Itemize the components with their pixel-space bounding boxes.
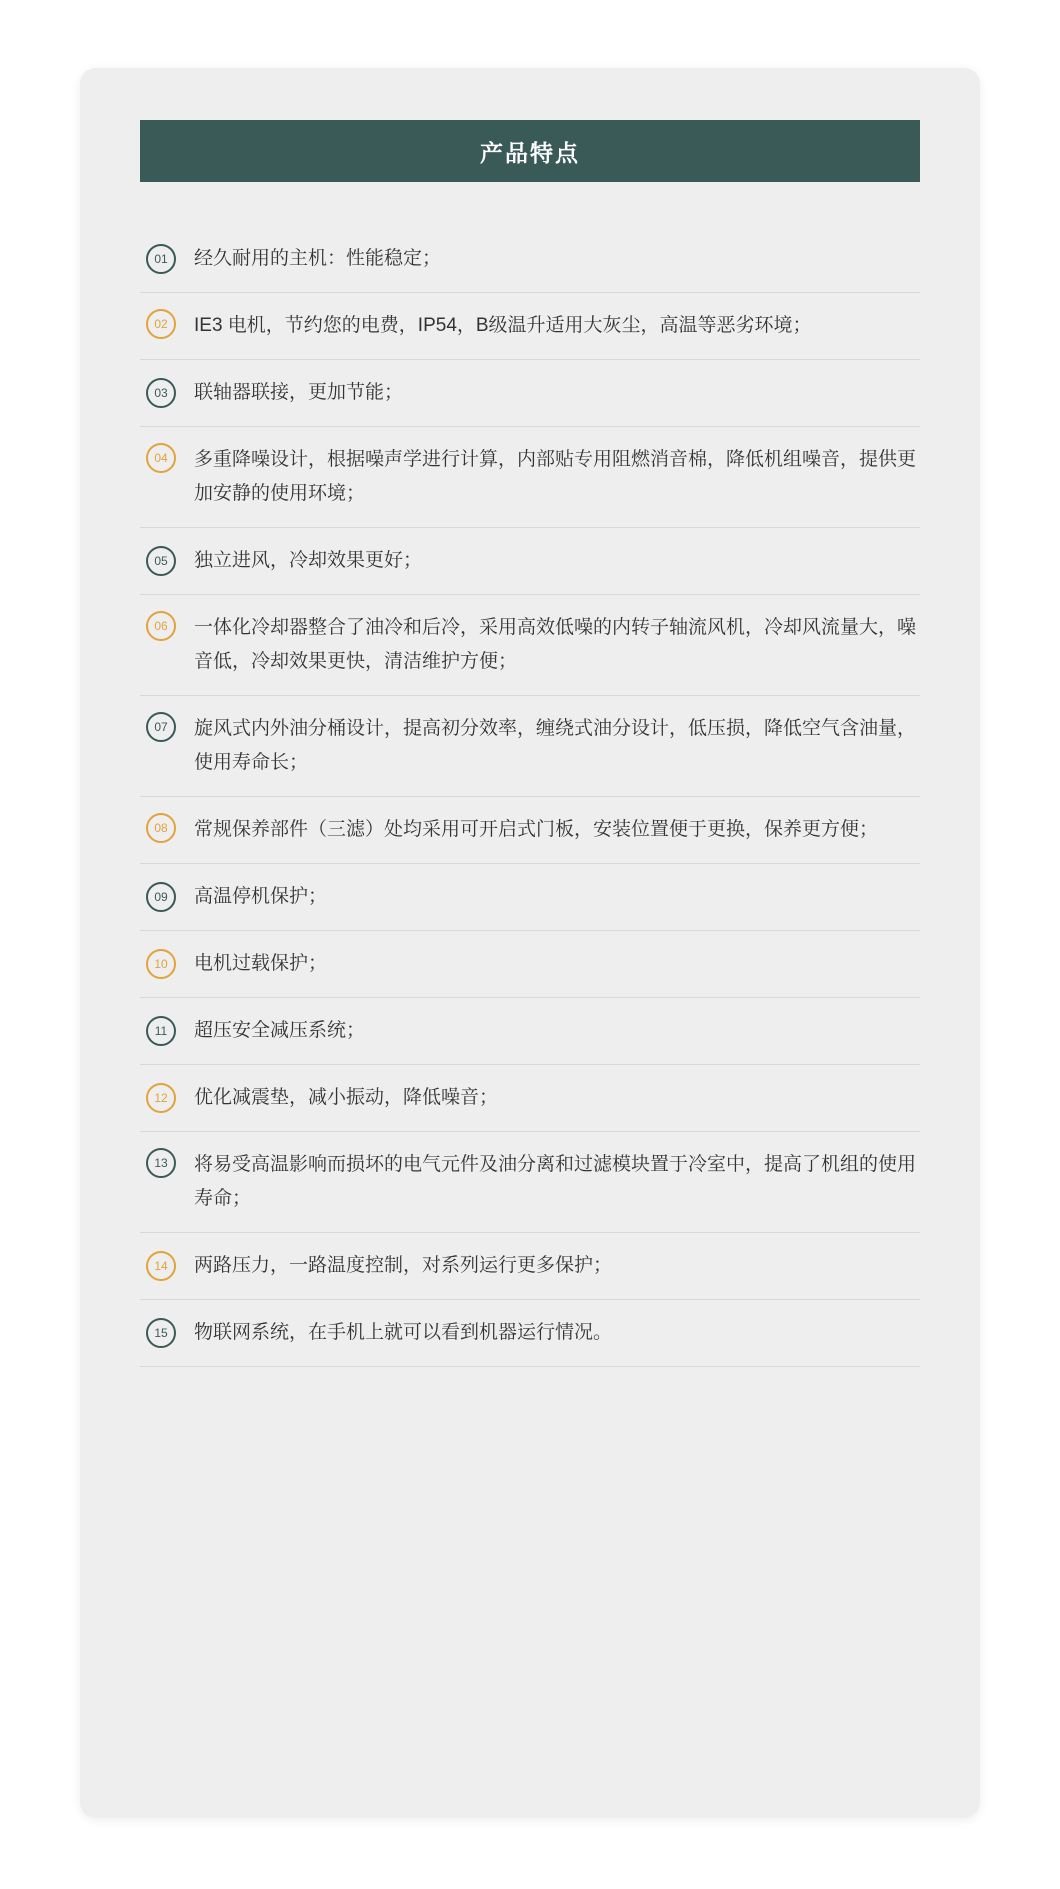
feature-number-badge: 12 — [146, 1083, 176, 1113]
feature-text: 多重降噪设计，根据噪声学进行计算，内部贴专用阻燃消音棉，降低机组噪音，提供更加安静的使用环境； — [194, 449, 917, 504]
feature-item — [140, 864, 920, 931]
feature-item — [140, 1132, 920, 1233]
feature-text: 两路压力，一路温度控制，对系列运行更多保护； — [194, 1255, 613, 1276]
feature-number-badge: 13 — [146, 1148, 176, 1178]
product-features-card — [80, 68, 980, 1818]
feature-text: IE3 电机，节约您的电费，IP54，B级温升适用大灰尘，高温等恶劣环境； — [194, 315, 812, 336]
feature-item — [140, 360, 920, 427]
feature-list — [140, 226, 920, 1367]
feature-item — [140, 293, 920, 360]
feature-item — [140, 696, 920, 797]
feature-text: 将易受高温影响而损坏的电气元件及油分离和过滤模块置于冷室中，提高了机组的使用寿命； — [194, 1154, 917, 1209]
feature-number-badge: 07 — [146, 712, 176, 742]
feature-text: 物联网系统，在手机上就可以看到机器运行情况。 — [194, 1322, 613, 1343]
feature-text: 高温停机保护； — [194, 886, 328, 907]
feature-number-badge: 09 — [146, 882, 176, 912]
section-header — [140, 120, 920, 182]
feature-text: 一体化冷却器整合了油冷和后冷，采用高效低噪的内转子轴流风机，冷却风流量大，噪音低，冷却效果更快，清洁维护方便； — [194, 617, 917, 672]
feature-item — [140, 931, 920, 998]
feature-text: 联轴器联接，更加节能； — [194, 382, 404, 403]
feature-number-badge: 03 — [146, 378, 176, 408]
feature-number-badge: 05 — [146, 546, 176, 576]
page-title: 产品特点 — [480, 139, 580, 166]
feature-item — [140, 528, 920, 595]
feature-number-badge: 11 — [146, 1016, 176, 1046]
feature-number-badge: 10 — [146, 949, 176, 979]
feature-item — [140, 595, 920, 696]
feature-number-badge: 08 — [146, 813, 176, 843]
feature-text: 优化减震垫，减小振动，降低噪音； — [194, 1087, 499, 1108]
feature-number-badge: 04 — [146, 443, 176, 473]
feature-number-badge: 15 — [146, 1318, 176, 1348]
feature-item — [140, 1300, 920, 1367]
feature-item — [140, 998, 920, 1065]
feature-text: 超压安全减压系统； — [194, 1020, 366, 1041]
feature-item — [140, 226, 920, 293]
feature-number-badge: 01 — [146, 244, 176, 274]
feature-item — [140, 797, 920, 864]
feature-number-badge: 02 — [146, 309, 176, 339]
feature-text: 旋风式内外油分桶设计，提高初分效率，缠绕式油分设计，低压损，降低空气含油量，使用寿命长； — [194, 718, 917, 773]
feature-item — [140, 427, 920, 528]
feature-number-badge: 14 — [146, 1251, 176, 1281]
feature-text: 独立进风，冷却效果更好； — [194, 550, 423, 571]
feature-item — [140, 1233, 920, 1300]
feature-number-badge: 06 — [146, 611, 176, 641]
feature-item — [140, 1065, 920, 1132]
feature-text: 经久耐用的主机：性能稳定； — [194, 248, 442, 269]
feature-text: 常规保养部件（三滤）处均采用可开启式门板，安装位置便于更换，保养更方便； — [194, 819, 879, 840]
feature-text: 电机过载保护； — [194, 953, 328, 974]
